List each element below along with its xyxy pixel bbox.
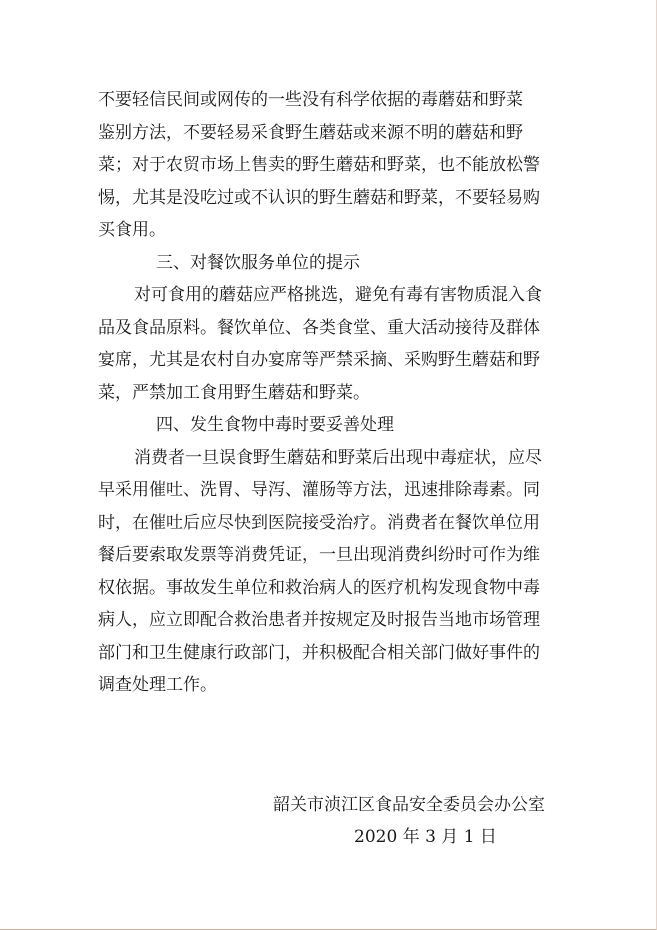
paragraph-1-line-1: 不要轻信民间或网传的一些没有科学依据的毒蘑菇和野菜 [98, 90, 523, 110]
document-date: 2020 年 3 月 1 日 [354, 827, 497, 847]
paragraph-3-line-4: 菜，严禁加工食用野生蘑菇和野菜。 [98, 382, 370, 403]
issuer-signature: 韶关市浈江区食品安全委员会办公室 [273, 795, 545, 815]
paragraph-4-line-3: 时，在催吐后应尽快到医院接受治疗。消费者在餐饮单位用 [98, 512, 540, 533]
paragraph-3-line-3: 宴席，尤其是农村自办宴席等严禁采摘、采购野生蘑菇和野 [98, 350, 540, 370]
section-heading-3: 三、对餐饮服务单位的提示 [156, 252, 360, 273]
section-heading-4: 四、发生食物中毒时要妥善处理 [156, 415, 394, 435]
paragraph-1-line-3: 菜；对于农贸市场上售卖的野生蘑菇和野菜，也不能放松警 [98, 155, 540, 175]
paragraph-4-line-6: 病人，应立即配合救治患者并按规定及时报告当地市场管理 [98, 610, 540, 630]
paragraph-1-line-2: 鉴别方法，不要轻易采食野生蘑菇或来源不明的蘑菇和野 [98, 122, 523, 143]
paragraph-4-line-8: 调查处理工作。 [98, 675, 217, 695]
paragraph-4-line-1: 消费者一旦误食野生蘑菇和野菜后出现中毒症状，应尽 [134, 447, 542, 468]
paragraph-3-line-1: 对可食用的蘑菇应严格挑选，避免有毒有害物质混入食 [134, 285, 542, 305]
paragraph-3-line-2: 品及食品原料。餐饮单位、各类食堂、重大活动接待及群体 [98, 317, 540, 338]
paragraph-4-line-5: 权依据。事故发生单位和救治病人的医疗机构发现食物中毒 [98, 577, 540, 598]
paragraph-1-line-5: 买食用。 [98, 220, 166, 240]
paragraph-4-line-2: 早采用催吐、洗胃、导泻、灌肠等方法，迅速排除毒素。同 [98, 480, 540, 500]
paragraph-1-line-4: 惕，尤其是没吃过或不认识的野生蘑菇和野菜，不要轻易购 [98, 187, 540, 208]
paragraph-4-line-4: 餐后要索取发票等消费凭证，一旦出现消费纠纷时可作为维 [98, 545, 540, 565]
document-body [98, 84, 558, 702]
paragraph-4-line-7: 部门和卫生健康行政部门，并积极配合相关部门做好事件的 [98, 642, 540, 663]
